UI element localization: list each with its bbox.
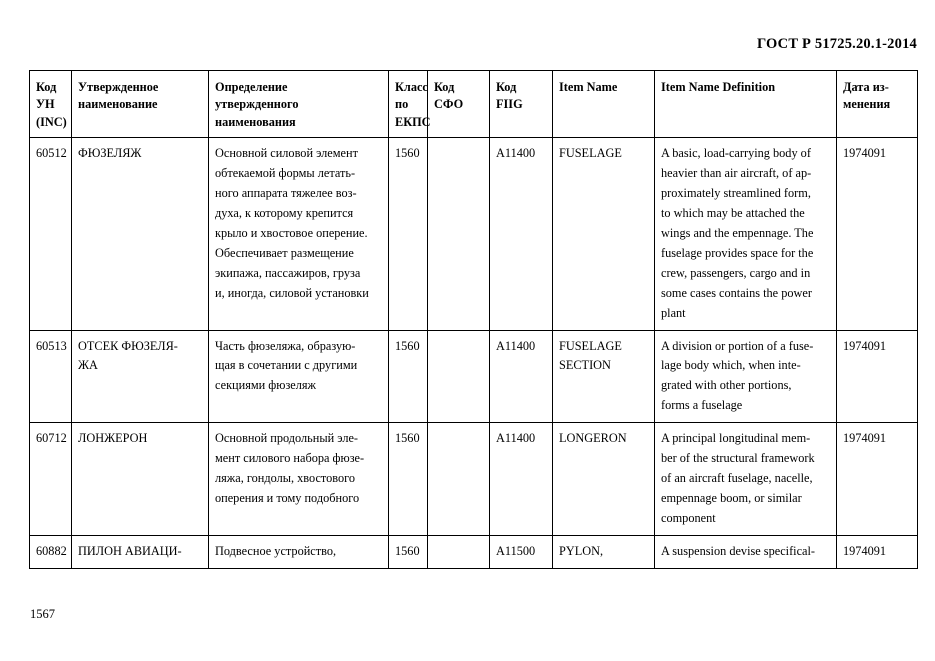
cell-approved-name bbox=[72, 535, 209, 568]
header-line: УН bbox=[36, 97, 55, 112]
column-header-inc-code bbox=[30, 71, 72, 138]
text-line: Подвесное устройство, bbox=[215, 543, 337, 558]
header-line: Класс bbox=[395, 80, 428, 94]
header-line: менения bbox=[843, 97, 891, 112]
text-line: A suspension devise specifical- bbox=[661, 543, 816, 558]
cell-fiig-code: A11400 bbox=[490, 330, 553, 423]
cell-inc-code: 60512 bbox=[30, 138, 72, 330]
text-line: Обеспечивает размещение bbox=[215, 245, 354, 260]
cell-definition bbox=[209, 138, 389, 330]
table-row bbox=[30, 423, 918, 536]
cell-inc-code: 60712 bbox=[30, 423, 72, 536]
header-line: FIIG bbox=[496, 97, 523, 112]
column-header-change-date bbox=[837, 71, 918, 138]
cell-item-name bbox=[553, 330, 655, 423]
text-line: lage body which, when inte- bbox=[661, 358, 801, 373]
text-line: духа, к которому крепится bbox=[215, 206, 354, 221]
text-line: some cases contains the power bbox=[661, 285, 812, 300]
text-line: crew, passengers, cargo and in bbox=[661, 265, 811, 280]
header-line: Код bbox=[434, 80, 455, 94]
text-line: forms a fuselage bbox=[661, 398, 743, 413]
cell-ekps-class: 1560 bbox=[389, 535, 428, 568]
cell-fiig-code: A11400 bbox=[490, 423, 553, 536]
text-line: A principal longitudinal mem- bbox=[661, 431, 811, 446]
cell-item-name bbox=[553, 535, 655, 568]
column-header-item-name-definition bbox=[655, 71, 837, 138]
text-line: экипажа, пассажиров, груза bbox=[215, 265, 361, 280]
text-line: fuselage provides space for the bbox=[661, 245, 814, 260]
cell-fiig-code: A11400 bbox=[490, 138, 553, 330]
cell-sfo-code bbox=[428, 423, 490, 536]
cell-item-name-definition bbox=[655, 423, 837, 536]
text-line: of an aircraft fuselage, nacelle, bbox=[661, 470, 813, 485]
text-line: Основной силовой элемент bbox=[215, 146, 358, 161]
table-row bbox=[30, 138, 918, 330]
header-line: Item Name Definition bbox=[661, 80, 776, 94]
text-line: FUSELAGE bbox=[559, 146, 622, 161]
text-line: оперения и тому подобного bbox=[215, 490, 360, 505]
cell-ekps-class: 1560 bbox=[389, 423, 428, 536]
nomenclature-table bbox=[29, 70, 918, 569]
header-line: Утвержденное bbox=[78, 80, 159, 94]
cell-inc-code: 60513 bbox=[30, 330, 72, 423]
table-row bbox=[30, 535, 918, 568]
table-row bbox=[30, 330, 918, 423]
column-header-item-name bbox=[553, 71, 655, 138]
cell-approved-name bbox=[72, 330, 209, 423]
text-line: и, иногда, силовой установки bbox=[215, 285, 369, 300]
cell-item-name-definition bbox=[655, 138, 837, 330]
column-header-definition bbox=[209, 71, 389, 138]
text-line: обтекаемой формы летать- bbox=[215, 166, 356, 181]
page-number: 1567 bbox=[30, 607, 55, 621]
cell-approved-name bbox=[72, 423, 209, 536]
text-line: proximately streamlined form, bbox=[661, 186, 811, 201]
text-line: мент силового набора фюзе- bbox=[215, 451, 365, 466]
text-line: wings and the empennage. The bbox=[661, 225, 814, 240]
cell-item-name bbox=[553, 423, 655, 536]
text-line: plant bbox=[661, 305, 686, 320]
cell-ekps-class: 1560 bbox=[389, 138, 428, 330]
text-line: PYLON, bbox=[559, 543, 604, 558]
text-line: heavier than air aircraft, of ap- bbox=[661, 166, 812, 181]
cell-fiig-code: A11500 bbox=[490, 535, 553, 568]
cell-definition bbox=[209, 535, 389, 568]
column-header-approved-name bbox=[72, 71, 209, 138]
text-line: секциями фюзеляж bbox=[215, 378, 317, 393]
cell-ekps-class: 1560 bbox=[389, 330, 428, 423]
text-line: ПИЛОН АВИАЦИ- bbox=[78, 543, 182, 558]
cell-change-date: 1974091 bbox=[837, 535, 918, 568]
text-line: Основной продольный эле- bbox=[215, 431, 359, 446]
text-line: grated with other portions, bbox=[661, 378, 792, 393]
text-line: component bbox=[661, 510, 716, 525]
text-line: SECTION bbox=[559, 358, 611, 373]
text-line: LONGERON bbox=[559, 431, 627, 446]
text-line: empennage boom, or similar bbox=[661, 490, 802, 505]
header-line: Код bbox=[496, 80, 517, 94]
cell-sfo-code bbox=[428, 330, 490, 423]
header-line: наименования bbox=[215, 114, 296, 129]
header-line: ЕКПС bbox=[395, 114, 431, 129]
header-line: Item Name bbox=[559, 80, 618, 94]
header-line: Дата из- bbox=[843, 80, 889, 94]
text-line: A basic, load-carrying body of bbox=[661, 146, 811, 161]
text-line: ФЮЗЕЛЯЖ bbox=[78, 146, 142, 161]
cell-inc-code: 60882 bbox=[30, 535, 72, 568]
cell-definition bbox=[209, 330, 389, 423]
cell-change-date: 1974091 bbox=[837, 138, 918, 330]
cell-sfo-code bbox=[428, 138, 490, 330]
header-line: СФО bbox=[434, 97, 464, 112]
column-header-ekps-class bbox=[389, 71, 431, 138]
column-header-sfo-code bbox=[428, 71, 490, 138]
header-line: Код bbox=[36, 80, 57, 94]
text-line: ber of the structural framework bbox=[661, 451, 815, 466]
cell-change-date: 1974091 bbox=[837, 423, 918, 536]
cell-definition bbox=[209, 423, 389, 536]
text-line: to which may be attached the bbox=[661, 206, 805, 221]
text-line: крыло и хвостовое оперение. bbox=[215, 225, 368, 240]
text-line: Часть фюзеляжа, образую- bbox=[215, 338, 356, 353]
text-line: ЖА bbox=[78, 358, 98, 373]
cell-item-name-definition bbox=[655, 535, 837, 568]
document-standard-header: ГОСТ Р 51725.20.1-2014 bbox=[756, 36, 917, 52]
text-line: FUSELAGE bbox=[559, 338, 622, 353]
cell-sfo-code bbox=[428, 535, 490, 568]
cell-change-date: 1974091 bbox=[837, 330, 918, 423]
text-line: ЛОНЖЕРОН bbox=[78, 431, 148, 446]
header-line: по bbox=[395, 97, 409, 112]
text-line: ляжа, гондолы, хвостового bbox=[215, 470, 356, 485]
column-header-fiig-code bbox=[490, 71, 553, 138]
header-line: (INC) bbox=[36, 114, 67, 129]
cell-item-name bbox=[553, 138, 655, 330]
table-header-row bbox=[30, 71, 918, 138]
text-line: щая в сочетании с другими bbox=[215, 358, 358, 373]
cell-item-name-definition bbox=[655, 330, 837, 423]
text-line: ОТСЕК ФЮЗЕЛЯ- bbox=[78, 338, 178, 353]
cell-approved-name bbox=[72, 138, 209, 330]
header-line: наименование bbox=[78, 97, 158, 112]
text-line: A division or portion of a fuse- bbox=[661, 338, 814, 353]
text-line: ного аппарата тяжелее воз- bbox=[215, 186, 357, 201]
header-line: утвержденного bbox=[215, 97, 299, 112]
header-line: Определение bbox=[215, 80, 288, 94]
